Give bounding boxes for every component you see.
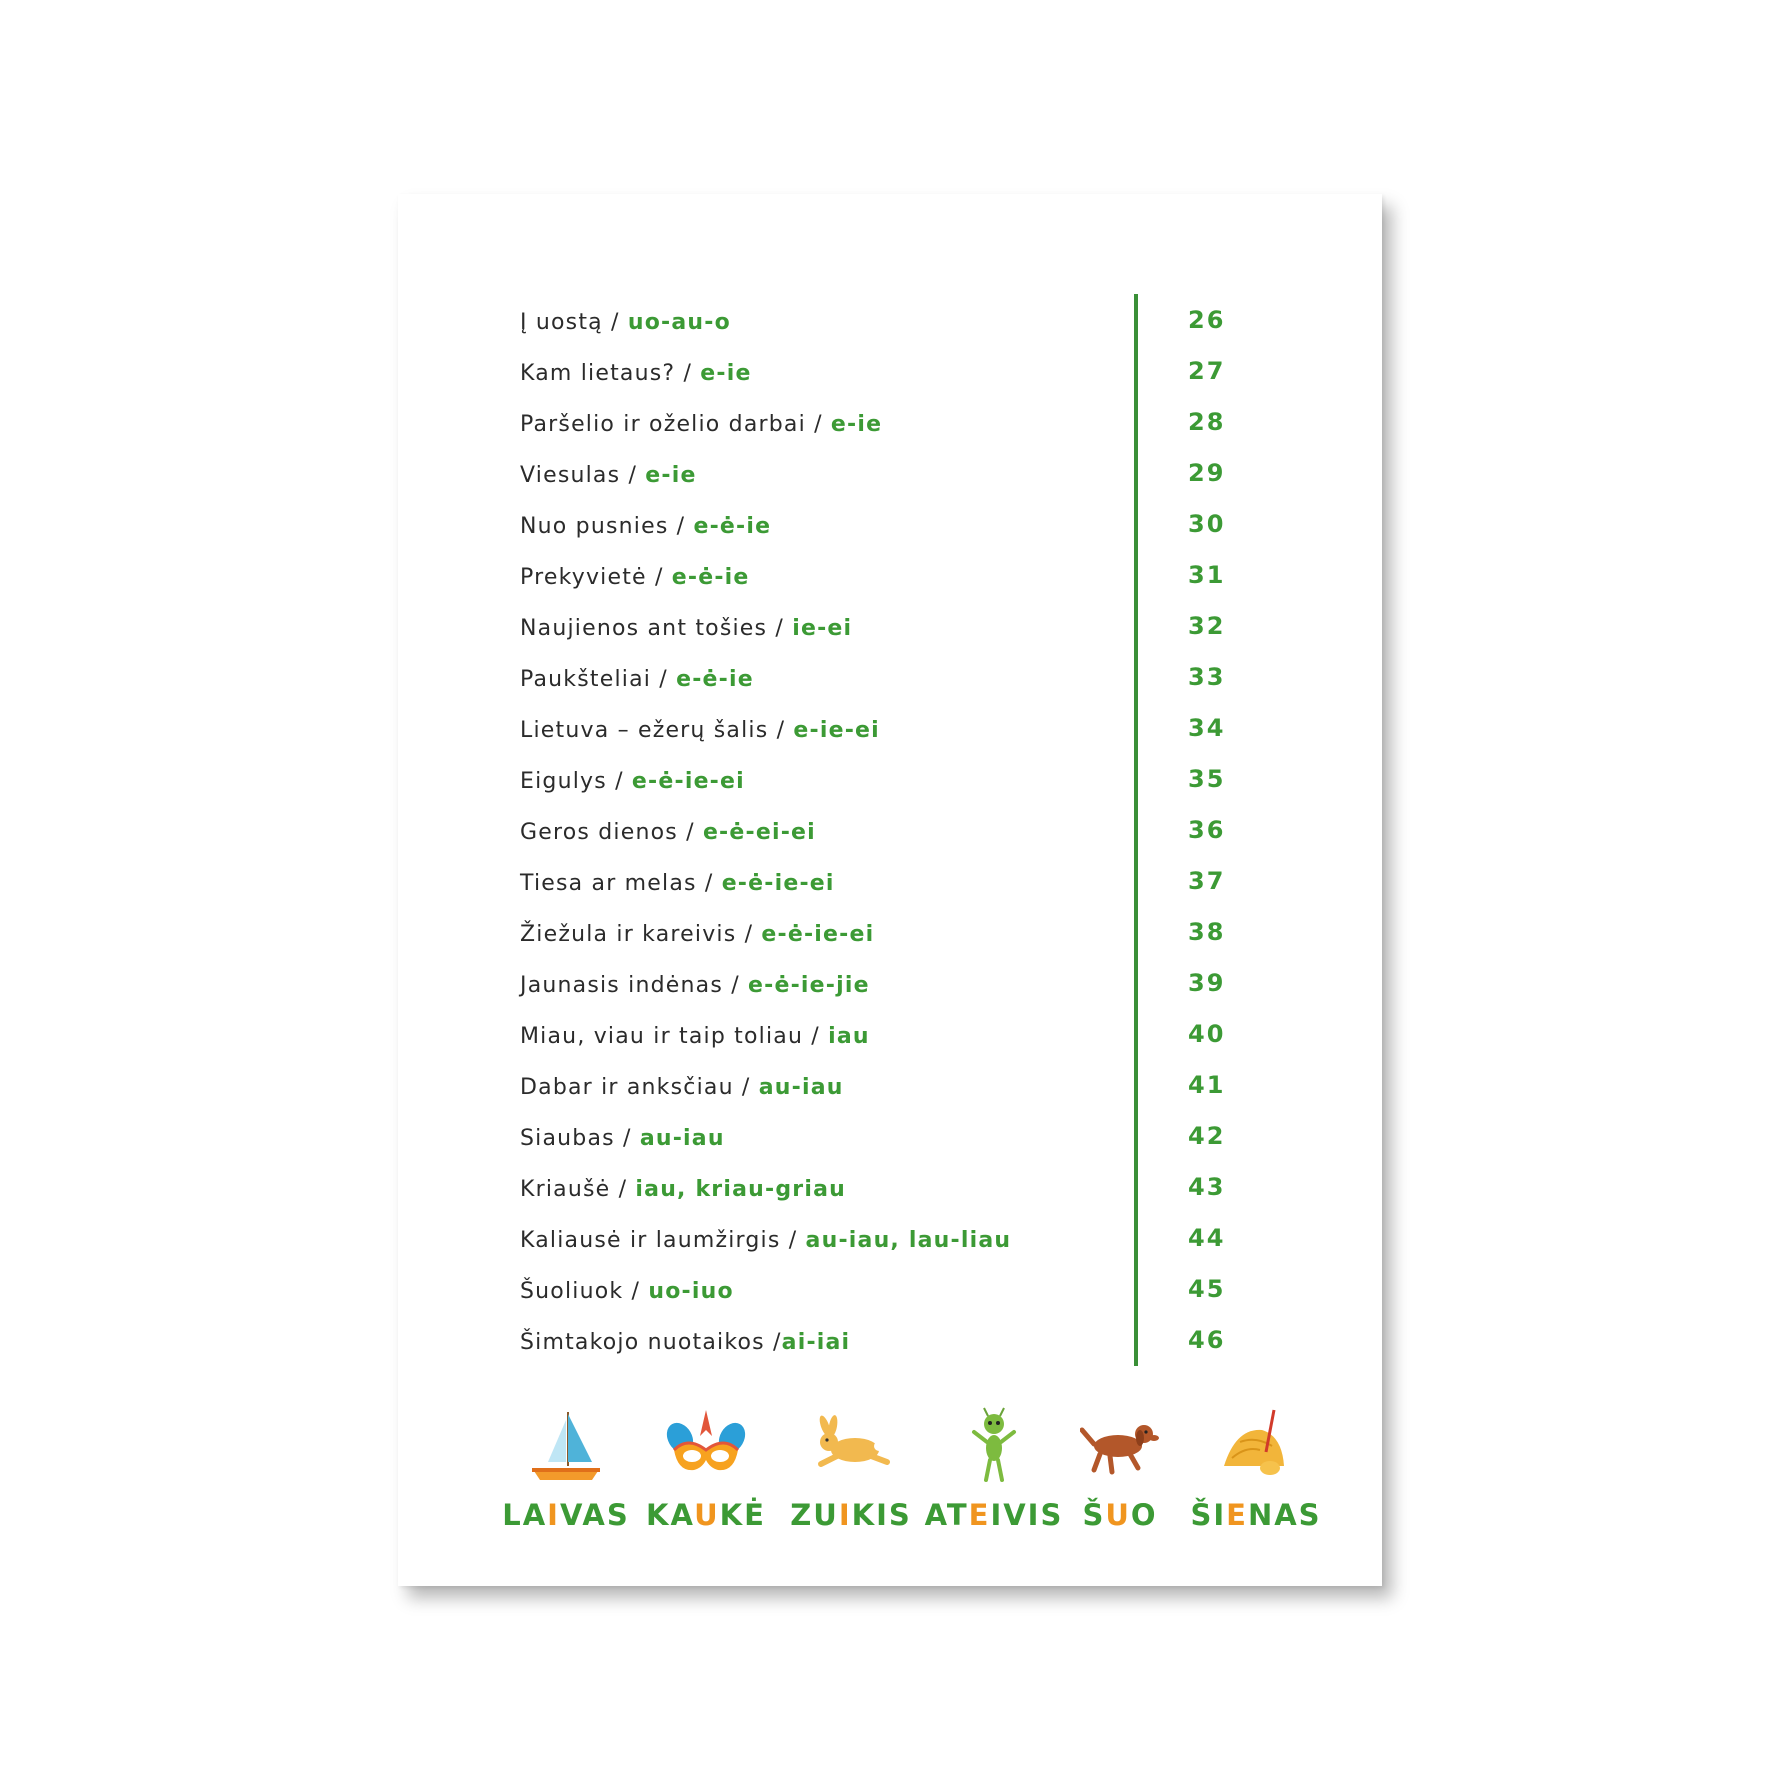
toc-entry — [520, 1014, 1270, 1065]
toc-entry — [520, 453, 1270, 504]
toc-entry-title — [520, 412, 882, 437]
table-of-contents — [520, 300, 1270, 1371]
toc-entry-text: Geros dienos / — [520, 820, 703, 845]
mascot-label: KAUKĖ — [646, 1498, 766, 1532]
toc-entry-page-number: 30 — [1188, 510, 1226, 538]
mascot-label: LAIVAS — [502, 1498, 630, 1532]
toc-entry-title — [520, 1228, 1011, 1253]
mascot-label: ŠIENAS — [1190, 1498, 1322, 1532]
toc-entry — [520, 504, 1270, 555]
toc-entry-text: Kriaušė / — [520, 1177, 636, 1202]
toc-entry-title — [520, 1177, 846, 1202]
toc-entry — [520, 1116, 1270, 1167]
toc-entry-pattern: e-ie-ei — [793, 718, 880, 743]
toc-entry-text: Jaunasis indėnas / — [520, 973, 749, 998]
toc-entry-text: Į uostą / — [520, 310, 628, 335]
mascot-strip — [496, 1406, 1322, 1546]
toc-entry-pattern: ai-iai — [781, 1330, 851, 1355]
sailboat-icon — [526, 1406, 606, 1486]
toc-entry-title — [520, 973, 870, 998]
toc-entry-pattern: au-iau — [758, 1075, 844, 1100]
toc-entry-page-number: 35 — [1188, 765, 1226, 793]
toc-entry — [520, 759, 1270, 810]
toc-entry — [520, 861, 1270, 912]
toc-entry — [520, 1167, 1270, 1218]
toc-entry — [520, 963, 1270, 1014]
toc-entry-page-number: 28 — [1188, 408, 1226, 436]
toc-entry-pattern: e-ė-ie-ei — [761, 922, 875, 947]
toc-entry — [520, 606, 1270, 657]
mascot-laivas — [496, 1406, 636, 1546]
toc-entry-text: Dabar ir anksčiau / — [520, 1075, 759, 1100]
toc-entry-pattern: au-iau, lau-liau — [805, 1228, 1012, 1253]
toc-entry-pattern: ie-ei — [792, 616, 853, 641]
toc-entry-pattern: uo-au-o — [627, 310, 731, 335]
haystack-icon — [1216, 1406, 1296, 1486]
toc-entry-pattern: uo-iuo — [648, 1279, 734, 1304]
toc-entry-title — [520, 718, 880, 743]
toc-entry-text: Tiesa ar melas / — [520, 871, 722, 896]
toc-entry-pattern: e-ė-ie-ei — [721, 871, 835, 896]
toc-entry-title — [520, 616, 852, 641]
toc-entry-pattern: e-ie — [830, 412, 883, 437]
toc-entry-text: Eigulys / — [520, 769, 632, 794]
toc-entry — [520, 351, 1270, 402]
toc-entry-text: Šimtakojo nuotaikos / — [520, 1330, 782, 1355]
toc-entry-text: Lietuva – ežerų šalis / — [520, 718, 794, 743]
toc-entry — [520, 402, 1270, 453]
toc-entry-page-number: 42 — [1188, 1122, 1226, 1150]
toc-entry — [520, 1269, 1270, 1320]
toc-entry-title — [520, 565, 750, 590]
toc-entry-text: Žiežula ir kareivis / — [520, 922, 762, 947]
toc-entry-title — [520, 871, 835, 896]
toc-entry-title — [520, 1024, 870, 1049]
toc-entry-page-number: 38 — [1188, 918, 1226, 946]
toc-entry — [520, 810, 1270, 861]
toc-entry-pattern: e-ė-ie — [693, 514, 772, 539]
toc-entry-text: Kam lietaus? / — [520, 361, 701, 386]
toc-divider — [1134, 294, 1138, 1366]
toc-entry-text: Naujienos ant tošies / — [520, 616, 793, 641]
toc-entry-title — [520, 361, 752, 386]
toc-entry — [520, 300, 1270, 351]
toc-entry — [520, 708, 1270, 759]
toc-entry-title — [520, 820, 816, 845]
toc-entry — [520, 555, 1270, 606]
toc-entry-page-number: 34 — [1188, 714, 1226, 742]
hare-icon — [811, 1406, 891, 1486]
toc-entry-pattern: e-ie — [645, 463, 697, 488]
toc-entry-pattern: au-iau — [639, 1126, 725, 1151]
toc-entry-page-number: 45 — [1188, 1275, 1226, 1303]
toc-entry-pattern: e-ie — [700, 361, 752, 386]
toc-entry-page-number: 29 — [1188, 459, 1226, 487]
toc-entry-page-number: 40 — [1188, 1020, 1226, 1048]
mascot-label: ZUIKIS — [790, 1498, 912, 1532]
toc-entry-page-number: 27 — [1188, 357, 1226, 385]
toc-entry-page-number: 31 — [1188, 561, 1226, 589]
toc-entry-title — [520, 1330, 850, 1355]
toc-entry-text: Prekyvietė / — [520, 565, 672, 590]
toc-entry-pattern: iau — [828, 1024, 870, 1049]
toc-entry-title — [520, 922, 874, 947]
toc-entry-title — [520, 769, 745, 794]
toc-entry-page-number: 33 — [1188, 663, 1226, 691]
toc-entry-text: Nuo pusnies / — [520, 514, 694, 539]
toc-entry-title — [520, 1126, 725, 1151]
toc-entry-page-number: 46 — [1188, 1326, 1226, 1354]
toc-entry-text: Paukšteliai / — [520, 667, 677, 692]
toc-entry-page-number: 36 — [1188, 816, 1226, 844]
mascot-label: ŠUO — [1082, 1498, 1158, 1532]
toc-entry-page-number: 39 — [1188, 969, 1226, 997]
carnival-mask-icon — [666, 1406, 746, 1486]
toc-entry-title — [520, 1075, 844, 1100]
toc-entry-page-number: 32 — [1188, 612, 1226, 640]
mascot-kauke — [636, 1406, 776, 1546]
toc-entry-page-number: 44 — [1188, 1224, 1226, 1252]
book-page — [398, 194, 1382, 1586]
toc-entry-page-number: 26 — [1188, 306, 1226, 334]
dog-icon — [1080, 1406, 1160, 1486]
toc-entry-pattern: e-ė-ie — [671, 565, 750, 590]
toc-entry — [520, 657, 1270, 708]
toc-entry-pattern: e-ė-ie-ei — [631, 769, 745, 794]
toc-entry-title — [520, 463, 697, 488]
toc-entry-title — [520, 310, 731, 335]
toc-entry — [520, 1320, 1270, 1371]
alien-icon — [954, 1406, 1034, 1486]
toc-entry-page-number: 41 — [1188, 1071, 1226, 1099]
toc-entry-pattern: e-ė-ei-ei — [702, 820, 816, 845]
toc-entry-text: Viesulas / — [520, 463, 646, 488]
toc-entry-pattern: e-ė-ie — [676, 667, 754, 692]
toc-entry-title — [520, 514, 771, 539]
toc-entry — [520, 912, 1270, 963]
toc-entry-text: Kaliausė ir laumžirgis / — [520, 1228, 806, 1253]
toc-entry-text: Paršelio ir oželio darbai / — [520, 412, 831, 437]
toc-entry-title — [520, 667, 754, 692]
toc-entry-text: Siaubas / — [520, 1126, 640, 1151]
mascot-label: ATEIVIS — [924, 1498, 1064, 1532]
toc-entry-page-number: 37 — [1188, 867, 1226, 895]
toc-entry-page-number: 43 — [1188, 1173, 1226, 1201]
mascot-sienas — [1186, 1406, 1326, 1546]
toc-entry — [520, 1065, 1270, 1116]
toc-entry-text: Miau, viau ir taip toliau / — [520, 1024, 829, 1049]
toc-entry-title — [520, 1279, 734, 1304]
toc-entry-pattern: iau, kriau-griau — [635, 1177, 846, 1202]
mascot-zuikis — [781, 1406, 921, 1546]
toc-entry-pattern: e-ė-ie-jie — [748, 973, 870, 998]
toc-entry-text: Šuoliuok / — [520, 1279, 649, 1304]
toc-entry — [520, 1218, 1270, 1269]
